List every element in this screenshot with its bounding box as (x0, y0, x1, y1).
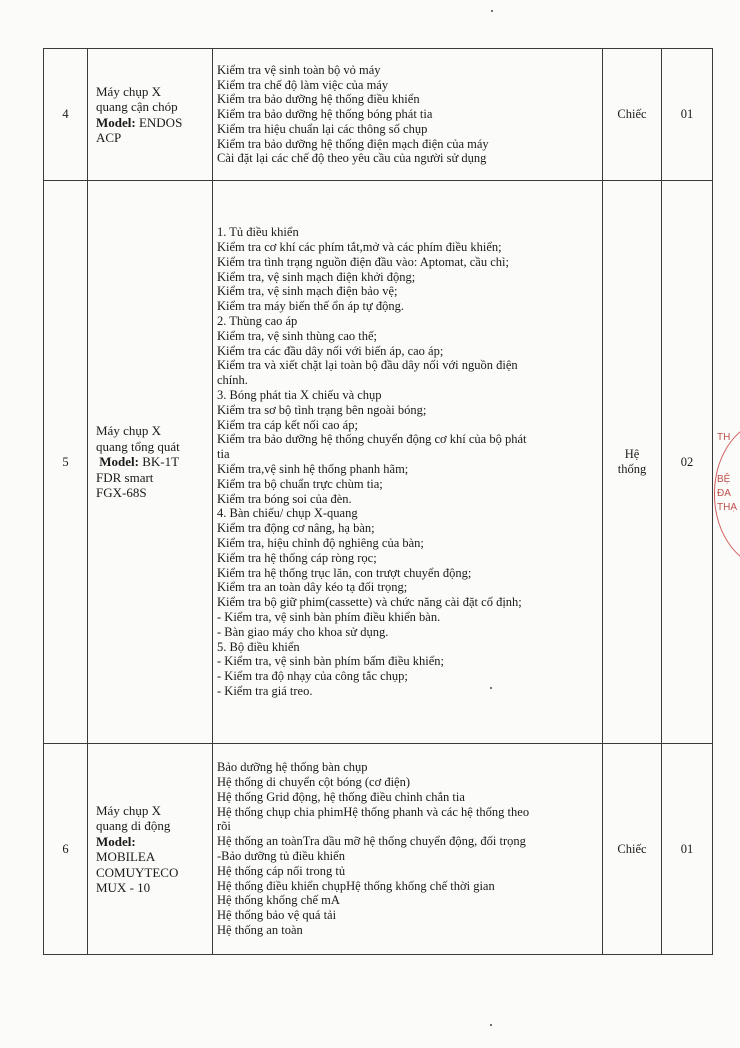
work-line: Kiểm tra vệ sinh toàn bộ vỏ máy (217, 62, 381, 77)
model-label: Model: (96, 114, 136, 130)
work-line: Kiểm tra, vệ sinh mạch điện bảo vệ; (217, 284, 398, 299)
work-line: 4. Bàn chiếu/ chụp X-quang (217, 506, 358, 521)
row-number: 5 (44, 181, 88, 744)
work-line: rõi (217, 819, 231, 834)
work-line: Kiểm tra và xiết chặt lại toàn bộ đầu dây nối với nguồn điện (217, 358, 518, 373)
work-line: - Kiểm tra, vệ sinh bàn phím điều khiển bàn. (217, 609, 441, 624)
work-line: Cài đặt lại các chế độ theo yêu cầu của người sử dụng (217, 151, 487, 166)
work-line: Kiểm tra máy biến thế ổn áp tự động. (217, 299, 404, 314)
unit-line: Hệ (624, 447, 640, 462)
red-stamp-fragment (714, 418, 740, 568)
work-line: Kiểm tra hệ thống cáp ròng rọc; (217, 550, 377, 565)
work-line: chính. (217, 373, 248, 388)
work-line: Kiểm tra hệ thống trục lăn, con trượt chuyển động; (217, 565, 472, 580)
work-line: Hệ thống điều khiển chụpHệ thống khống chế thời gian (217, 878, 495, 893)
model-value: FGX-68S (96, 485, 147, 501)
device-name-line: Máy chụp X (96, 802, 161, 818)
work-line: - Kiểm tra, vệ sinh bàn phím bấm điều khiển; (217, 654, 445, 669)
work-line: Kiểm tra,vệ sinh hệ thống phanh hãm; (217, 462, 409, 476)
device-name-cell (88, 181, 213, 744)
table-row (44, 49, 713, 181)
work-line: Kiểm tra bảo dưỡng hệ thống chuyển động cơ khí của bộ phát (217, 432, 527, 447)
work-line: Kiểm tra động cơ nâng, hạ bàn; (217, 521, 375, 536)
work-description-cell (213, 49, 603, 181)
work-description-cell (213, 744, 603, 955)
quantity-cell: 01 (662, 49, 713, 181)
device-name-cell (88, 744, 213, 955)
device-name-cell (88, 49, 213, 181)
stamp-text: ĐA (717, 488, 731, 499)
device-name-line: quang cận chóp (96, 99, 178, 114)
work-line: Kiểm tra bảo dưỡng hệ thống bóng phát tia (217, 107, 433, 122)
work-line: Hệ thống bảo vệ quá tải (217, 908, 337, 923)
device-name-line: quang tổng quát (96, 438, 180, 454)
work-description-cell (213, 181, 603, 744)
device-name-line: quang di động (96, 818, 171, 833)
model-value: MUX - 10 (96, 880, 151, 895)
work-line: 2. Thùng cao áp (217, 314, 298, 329)
work-line: Hệ thống khống chế mA (217, 893, 340, 908)
work-line: 3. Bóng phát tia X chiếu và chụp (217, 388, 382, 403)
quantity-cell: 02 (662, 181, 713, 744)
work-line: Kiểm tra bảo dưỡng hệ thống điều khiển (217, 92, 420, 107)
work-line: 1. Tủ điều khiển (217, 225, 299, 240)
model-line (96, 454, 208, 470)
model-label: Model: (96, 833, 136, 849)
work-line: Hệ thống chụp chia phimHệ thống phanh và các hệ thống theo (217, 804, 530, 819)
unit-line: thống (617, 462, 647, 476)
stamp-text: THẠ (717, 502, 737, 513)
stamp-text: TH (717, 432, 731, 443)
table-row (44, 744, 713, 955)
table-row (44, 181, 713, 744)
work-line: Kiểm tra chế độ làm việc của máy (217, 77, 389, 92)
work-line: Hệ thống an toàn (217, 922, 303, 937)
row-number: 6 (44, 744, 88, 955)
work-line: Kiểm tra, vệ sinh thùng cao thế; (217, 328, 378, 343)
work-line: Hệ thống di chuyển cột bóng (cơ điện) (217, 775, 411, 790)
work-line: Kiểm tra cơ khí các phím tắt,mở và các phím điều khiển; (217, 240, 502, 255)
work-line: Kiểm tra tình trạng nguồn điện đầu vào: Aptomat, cầu chì; (217, 254, 509, 269)
work-line: Kiểm tra sơ bộ tình trạng bên ngoài bóng; (217, 402, 427, 417)
model-label: Model: (99, 454, 139, 470)
scan-dot-top (491, 10, 493, 12)
work-line: Hệ thống cáp nối trong tủ (217, 863, 346, 878)
work-line: Kiểm tra bộ chuẩn trực chùm tia; (217, 476, 383, 491)
model-value: ACP (96, 130, 122, 145)
device-name-line: Máy chụp X (96, 83, 161, 99)
model-value: MOBILEA (96, 849, 156, 864)
work-line: Kiểm tra, hiệu chỉnh độ nghiêng của bàn; (217, 535, 424, 550)
model-value: COMUYTECO (96, 864, 179, 880)
model-value: ENDOS (135, 114, 183, 130)
work-line: - Kiểm tra giá treo. (217, 683, 313, 698)
work-line: Kiểm tra bảo dưỡng hệ thống điện mạch điện của máy (217, 136, 489, 151)
work-line: -Bảo dưỡng tủ điều khiển (217, 849, 345, 863)
unit-cell (603, 181, 662, 744)
stamp-text: BỆ (717, 474, 731, 485)
work-line: Kiểm tra các đầu dây nối với biến áp, cao áp; (217, 343, 444, 358)
work-line: Hệ thống an toànTra dầu mỡ hệ thống chuyển động, đối trọng (217, 834, 526, 849)
work-line: Hệ thống Grid động, hệ thống điều chỉnh chắn tia (217, 789, 465, 804)
model-line (96, 115, 208, 131)
work-line: - Bàn giao máy cho khoa sử dụng. (217, 624, 389, 639)
device-name-line: Máy chụp X (96, 423, 161, 439)
work-line: Kiểm tra bộ giữ phim(cassette) và chức năng cài đặt cố định; (217, 595, 522, 610)
scan-dot-bottom (490, 1024, 492, 1026)
work-line: Kiểm tra, vệ sinh mạch điện khởi động; (217, 269, 416, 284)
work-line: - Kiểm tra độ nhạy của công tắc chụp; (217, 669, 408, 684)
maintenance-table (43, 48, 713, 955)
unit-cell: Chiếc (603, 744, 662, 955)
work-line: Kiểm tra bóng soi của đèn. (217, 491, 352, 506)
quantity-cell: 01 (662, 744, 713, 955)
work-line: 5. Bộ điều khiển (217, 639, 300, 654)
work-line: tia (217, 447, 230, 462)
work-line: Bảo dưỡng hệ thống bàn chụp (217, 760, 368, 775)
unit-cell: Chiếc (603, 49, 662, 181)
model-value: FDR smart (96, 469, 154, 485)
work-line: Kiểm tra cáp kết nối cao áp; (217, 417, 358, 432)
row-number: 4 (44, 49, 88, 181)
work-line: Kiểm tra an toàn dây kéo tạ đối trọng; (217, 580, 408, 595)
model-value: BK-1T (138, 454, 180, 470)
work-line: Kiểm tra hiệu chuẩn lại các thông số chụp (217, 121, 428, 136)
